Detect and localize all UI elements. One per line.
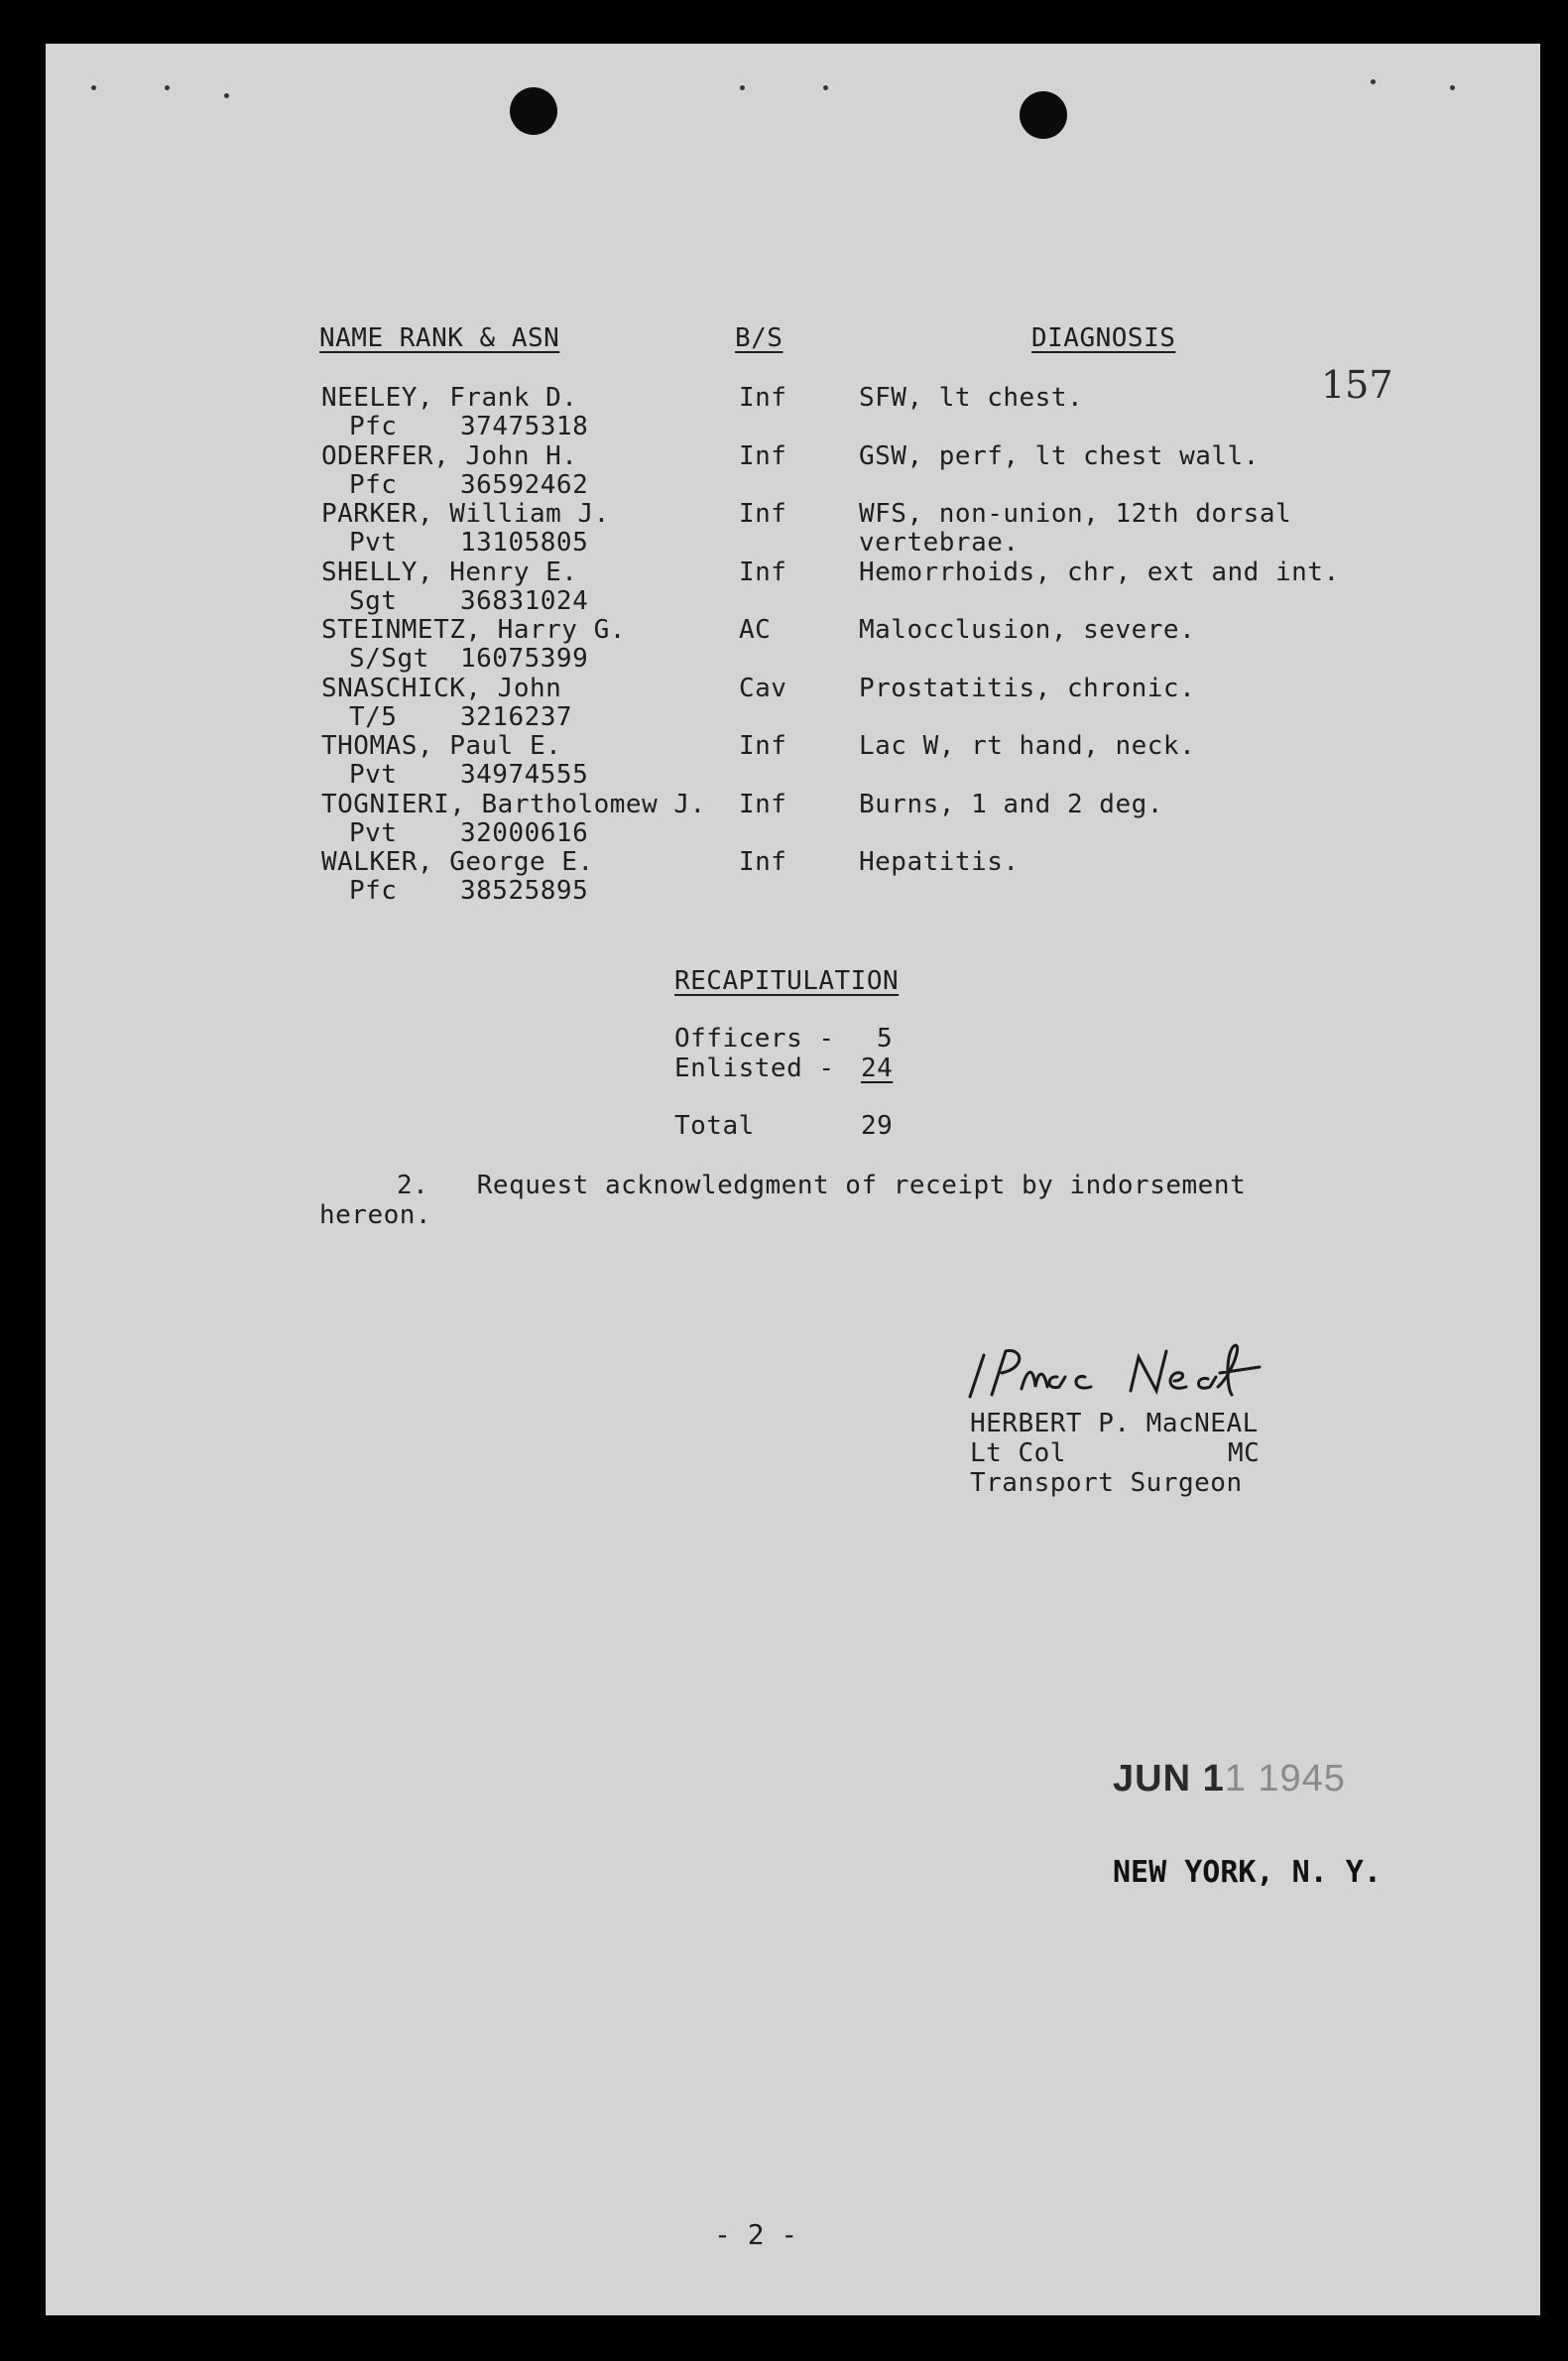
speck [823,85,828,90]
row-name: PARKER, William J. [321,499,610,529]
row-name: THOMAS, Paul E. [321,731,562,761]
punch-hole-left [510,87,557,135]
recap-title: RECAPITULATION [674,966,900,996]
punch-hole-right [1020,91,1067,139]
row-branch: Cav [739,673,787,703]
row-branch: Inf [739,557,787,587]
recap-enlisted-label: Enlisted - [674,1054,835,1083]
row-asn: 38525895 [460,876,589,906]
signature-corps: MC [1228,1438,1261,1468]
row-name: SHELLY, Henry E. [321,557,578,587]
row-branch: AC [739,615,772,645]
row-rank: Pfc [349,469,398,500]
header-diagnosis: DIAGNOSIS [1031,323,1176,353]
row-branch: Inf [739,731,787,761]
header-name-rank-asn: NAME RANK & ASN [319,323,560,353]
row-asn: 37475318 [460,412,589,441]
row-asn: 36831024 [460,585,589,616]
signature-title: Transport Surgeon [970,1468,1243,1498]
row-diagnosis: Hepatitis. [859,847,1020,877]
speck [1450,85,1455,90]
row-name: TOGNIERI, Bartholomew J. [321,789,706,819]
paragraph-line-2: hereon. [319,1200,432,1230]
row-name: SNASCHICK, John [321,673,562,703]
recap-enlisted-value: 24 [861,1054,894,1083]
row-branch: Inf [739,383,787,413]
row-diagnosis: GSW, perf, lt chest wall. [859,440,1260,471]
row-diagnosis: Burns, 1 and 2 deg. [859,789,1163,819]
date-stamp-faded: 1 1945 [1224,1758,1346,1800]
row-rank: T/5 [349,701,398,732]
row-diagnosis: WFS, non-union, 12th dorsal [859,499,1292,529]
header-bs: B/S [735,323,784,353]
row-asn: 16075399 [460,644,589,674]
row-asn: 34974555 [460,760,589,790]
speck [165,85,170,90]
row-asn: 32000616 [460,817,589,848]
row-rank: Sgt [349,585,398,616]
row-branch: Inf [739,789,787,819]
city-stamp: NEW YORK, N. Y. [1113,1855,1382,1890]
row-diagnosis: SFW, lt chest. [859,383,1084,413]
row-rank: Pfc [349,412,398,441]
row-name: NEELEY, Frank D. [321,383,578,413]
recap-officers-value: 5 [877,1024,894,1054]
recap-officers-label: Officers - [674,1024,835,1054]
handwritten-signature [962,1337,1299,1407]
row-name: STEINMETZ, Harry G. [321,615,626,645]
row-branch: Inf [739,499,787,529]
row-rank: S/Sgt [349,644,429,674]
row-diagnosis: Malocclusion, severe. [859,615,1196,645]
row-name: ODERFER, John H. [321,440,578,471]
row-rank: Pvt [349,760,398,790]
page-stamp-number: 157 [1321,363,1393,407]
row-rank: Pfc [349,876,398,906]
recap-total-label: Total [674,1111,755,1141]
row-rank: Pvt [349,817,398,848]
date-stamp-bold: JUN 1 [1113,1758,1225,1800]
paragraph-line-1: 2. Request acknowledgment of receipt by indorsement [397,1171,1247,1200]
signature-name: HERBERT P. MacNEAL [970,1409,1259,1438]
row-asn: 3216237 [460,701,573,732]
row-name: WALKER, George E. [321,847,594,877]
date-stamp [1113,1758,1346,1801]
speck [224,93,229,98]
row-asn: 13105805 [460,528,589,558]
row-asn: 36592462 [460,469,589,500]
speck [91,85,96,90]
signature-rank: Lt Col [970,1438,1066,1468]
row-diagnosis: Prostatitis, chronic. [859,673,1196,703]
footer-page-number: - 2 - [714,2218,798,2251]
row-diagnosis-continued: vertebrae. [859,528,1020,558]
row-branch: Inf [739,847,787,877]
recap-total-value: 29 [861,1111,894,1141]
row-diagnosis: Hemorrhoids, chr, ext and int. [859,557,1340,587]
speck [740,85,745,90]
row-diagnosis: Lac W, rt hand, neck. [859,731,1196,761]
row-branch: Inf [739,440,787,471]
row-rank: Pvt [349,528,398,558]
speck [1371,79,1376,84]
